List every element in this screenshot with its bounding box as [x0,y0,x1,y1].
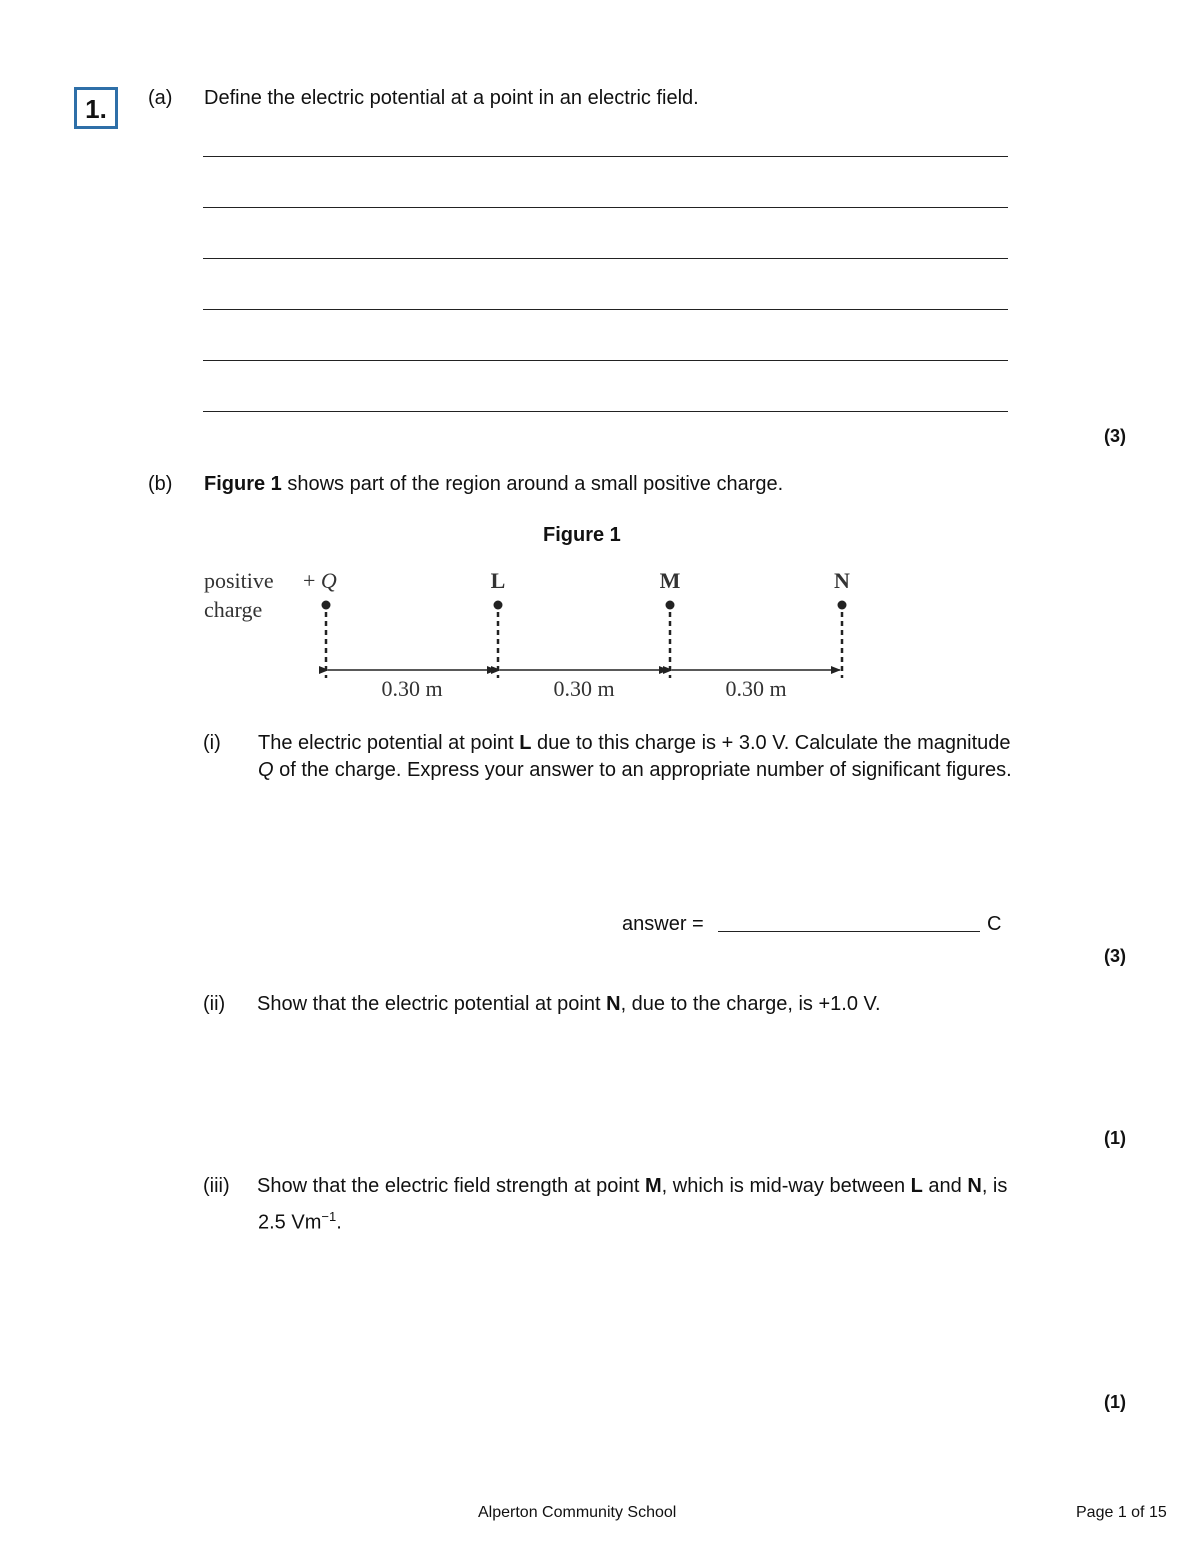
sub-ii-text: Show that the electric potential at point [257,993,607,1015]
sub-i-marks: (3) [1104,946,1126,966]
answer-line[interactable] [203,309,1008,310]
sub-ii-question [257,992,881,1016]
part-a-label: (a) [148,87,173,109]
charge-label-line2: charge [204,597,263,622]
question-number: 1. [74,87,118,129]
figure-ref: Figure 1 [204,473,282,495]
answer-prefix: answer = [622,913,704,935]
sub-ii-text: , due to the charge, is +1.0 V. [620,993,881,1015]
point-ref-n: N [606,993,621,1015]
answer-line[interactable] [203,207,1008,208]
part-b-intro [204,472,783,496]
part-a-question: Define the electric potential at a point in an electric field. [204,87,699,109]
sub-i-line1 [258,731,1011,755]
q-symbol: Q [258,759,274,781]
sub-i-line2 [258,758,1012,782]
answer-unit: C [987,913,1002,935]
charge-symbol [303,568,337,593]
point-ref-l: L [910,1175,923,1197]
figure-title: Figure 1 [543,524,621,546]
point-label-m: M [659,568,681,593]
footer-school: Alperton Community School [478,1504,677,1521]
sub-ii-marks: (1) [1104,1128,1126,1148]
sub-iii-text: and [922,1175,968,1197]
part-b-intro-text: shows part of the region around a small positive charge. [281,473,784,495]
sub-i-text: The electric potential at point [258,732,520,754]
sub-ii-label: (ii) [203,993,226,1015]
charge-sign: + [303,568,321,593]
point-ref-m: M [645,1175,662,1197]
sub-i-text: of the charge. Express your answer to an appropriate number of significant figures. [273,759,1012,781]
field-unit-exponent: −1 [321,1209,337,1224]
sub-iii-text: Show that the electric field strength at point [257,1175,645,1197]
sub-iii-end: . [336,1211,342,1234]
sub-iii-label: (iii) [203,1175,230,1197]
answer-line[interactable] [203,156,1008,157]
sub-i-text: due to this charge is + 3.0 V. Calculate the magnitude [531,732,1011,754]
charge-label-line1: positive [204,568,274,593]
sub-iii-line2 [258,1205,342,1235]
sub-i-label: (i) [203,732,221,754]
answer-line[interactable] [203,360,1008,361]
field-value: 2.5 Vm [258,1211,322,1234]
point-ref-n: N [967,1175,982,1197]
answer-input-line[interactable] [718,931,980,932]
point-l-dot [494,601,503,610]
part-a-marks: (3) [1104,426,1126,446]
dashed-verticals [326,612,842,678]
sub-iii-text: , which is mid-way between [661,1175,911,1197]
point-m-dot [666,601,675,610]
part-b-label: (b) [148,473,173,495]
answer-line[interactable] [203,411,1008,412]
footer-page-number: Page 1 of 15 [1076,1504,1167,1521]
sub-iii-marks: (1) [1104,1392,1126,1412]
sub-iii-line1 [257,1174,1007,1198]
distance-label-3: 0.30 m [725,676,787,701]
charge-dot [322,601,331,610]
point-ref-l: L [519,732,532,754]
distance-label-1: 0.30 m [381,676,443,701]
answer-line[interactable] [203,258,1008,259]
figure-1-diagram [195,560,875,710]
point-label-n: N [834,568,850,593]
charge-letter: Q [320,568,337,593]
point-label-l: L [490,568,506,593]
point-n-dot [838,601,847,610]
distance-label-2: 0.30 m [553,676,615,701]
sub-iii-text: , is [981,1175,1008,1197]
